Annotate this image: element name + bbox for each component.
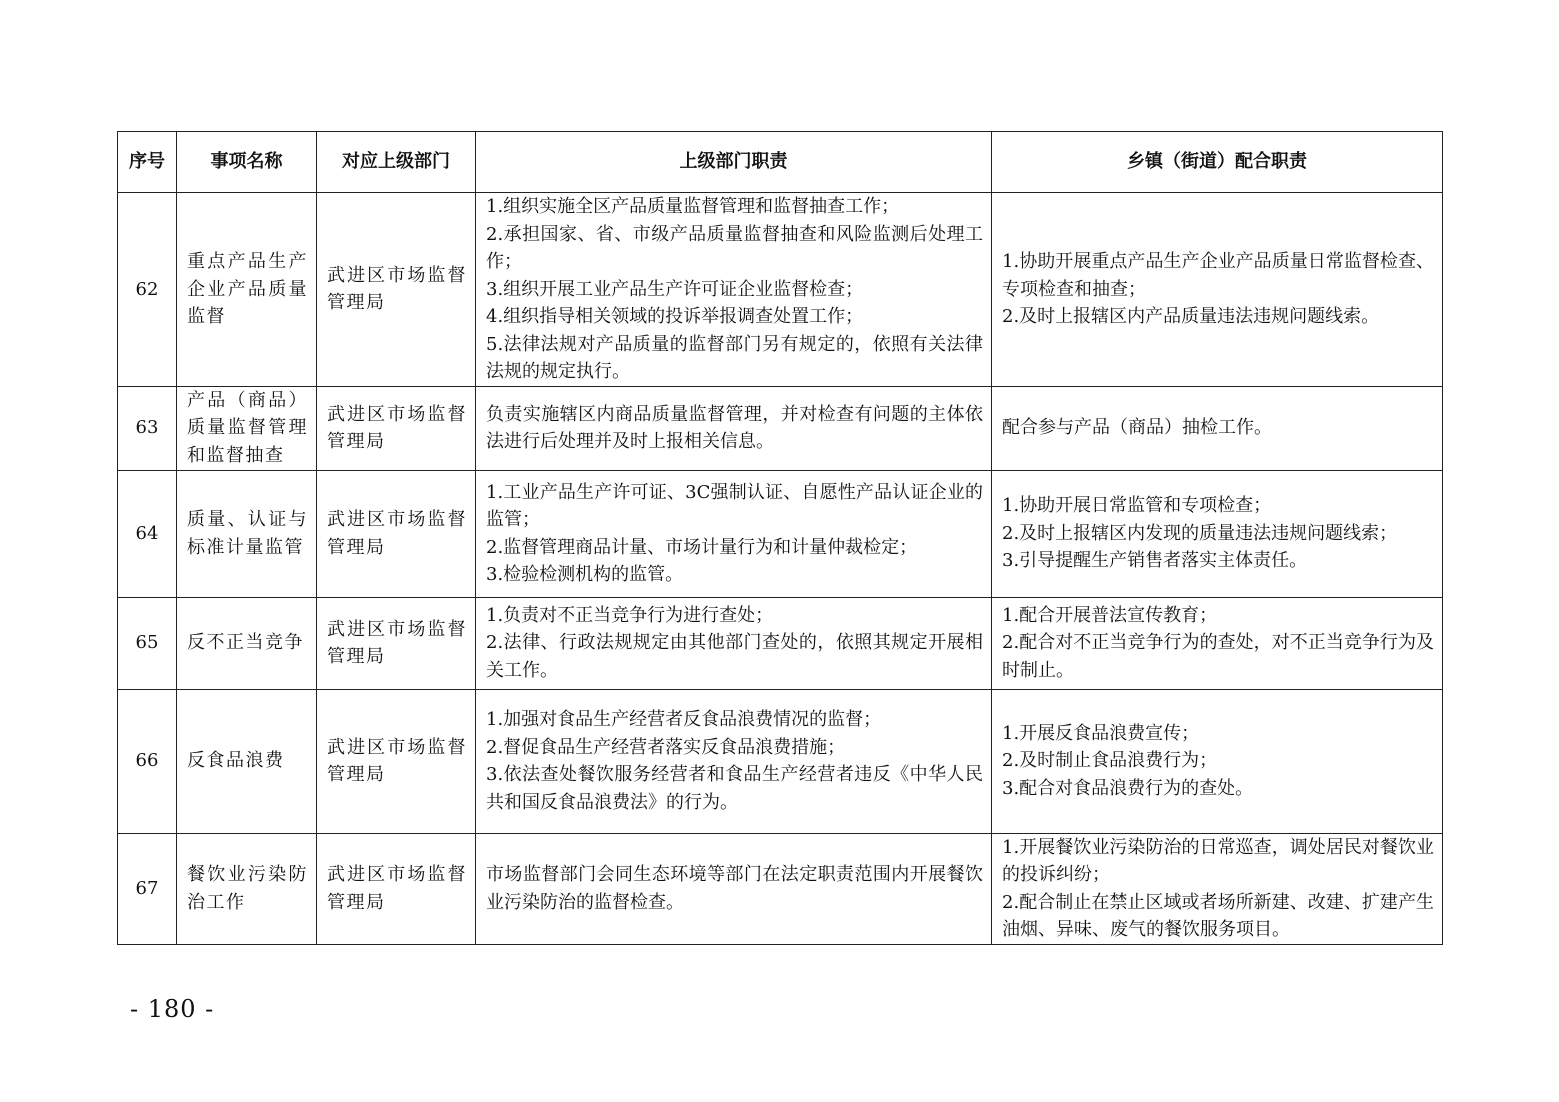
duty-line: 3.配合对食品浪费行为的查处。 <box>1002 777 1254 799</box>
duty-line: 2.法律、行政法规规定由其他部门查处的，依照其规定开展相关工作。 <box>486 632 983 681</box>
cell-department: 武进区市场监督管理局 <box>317 833 476 944</box>
cell-superior-duties <box>476 833 992 944</box>
table-row <box>118 386 1443 470</box>
duty-line: 1.组织实施全区产品质量监督管理和监督抽查工作； <box>486 196 900 217</box>
cell-item-name: 反不正当竞争 <box>177 597 317 689</box>
duty-line: 3.引导提醒生产销售者落实主体责任。 <box>1002 550 1308 572</box>
cell-township-duties <box>992 386 1443 470</box>
duty-line: 1.开展餐饮业污染防治的日常巡查，调处居民对餐饮业的投诉纠纷； <box>1002 836 1434 885</box>
header-township-duties: 乡镇（街道）配合职责 <box>992 132 1443 193</box>
duty-line: 3.检验检测机构的监管。 <box>486 564 684 585</box>
duty-line: 1.协助开展日常监管和专项检查； <box>1002 495 1272 517</box>
duty-line: 2.配合对不正当竞争行为的查处，对不正当竞争行为及时制止。 <box>1002 632 1434 681</box>
cell-township-duties <box>992 833 1443 944</box>
cell-township-duties <box>992 597 1443 689</box>
cell-superior-duties <box>476 193 992 387</box>
table-row <box>118 597 1443 689</box>
header-superior-department: 对应上级部门 <box>317 132 476 193</box>
cell-item-name: 反食品浪费 <box>177 689 317 833</box>
duty-line: 2.监督管理商品计量、市场计量行为和计量仲裁检定； <box>486 536 918 558</box>
duty-line: 1.开展反食品浪费宣传； <box>1002 722 1200 744</box>
duty-line: 2.及时制止食品浪费行为； <box>1002 750 1218 772</box>
cell-serial-number: 67 <box>118 833 177 944</box>
cell-item-name: 质量、认证与标准计量监管 <box>177 470 317 597</box>
duty-line: 3.组织开展工业产品生产许可证企业监督检查； <box>486 278 864 300</box>
cell-item-name: 产品（商品）质量监督管理和监督抽查 <box>177 386 317 470</box>
cell-township-duties <box>992 470 1443 597</box>
duty-line: 4.组织指导相关领域的投诉举报调查处置工作； <box>486 306 864 327</box>
duty-line: 1.配合开展普法宣传教育； <box>1002 604 1218 626</box>
cell-superior-duties <box>476 597 992 689</box>
duty-line: 市场监督部门会同生态环境等部门在法定职责范围内开展餐饮业污染防治的监督检查。 <box>486 864 983 913</box>
cell-serial-number: 65 <box>118 597 177 689</box>
cell-item-name: 餐饮业污染防治工作 <box>177 833 317 944</box>
table-row <box>118 833 1443 944</box>
duty-line: 配合参与产品（商品）抽检工作。 <box>1002 417 1272 439</box>
cell-superior-duties <box>476 689 992 833</box>
table-row <box>118 193 1443 387</box>
cell-department: 武进区市场监督管理局 <box>317 386 476 470</box>
duty-line: 1.加强对食品生产经营者反食品浪费情况的监督； <box>486 709 882 730</box>
cell-serial-number: 62 <box>118 193 177 387</box>
cell-serial-number: 66 <box>118 689 177 833</box>
duty-line: 3.依法查处餐饮服务经营者和食品生产经营者违反《中华人民共和国反食品浪费法》的行为。 <box>486 764 983 813</box>
duty-line: 2.配合制止在禁止区域或者场所新建、改建、扩建产生油烟、异味、废气的餐饮服务项目。 <box>1002 891 1434 940</box>
table-header-row <box>118 132 1443 193</box>
duties-table <box>117 131 1443 945</box>
duty-line: 2.及时上报辖区内产品质量违法违规问题线索。 <box>1002 306 1380 327</box>
cell-superior-duties <box>476 386 992 470</box>
duty-line: 5.法律法规对产品质量的监督部门另有规定的，依照有关法律法规的规定执行。 <box>486 333 983 382</box>
page-number: - 180 - <box>130 995 215 1023</box>
table-row <box>118 689 1443 833</box>
cell-department: 武进区市场监督管理局 <box>317 689 476 833</box>
cell-serial-number: 63 <box>118 386 177 470</box>
duty-line: 1.负责对不正当竞争行为进行查处； <box>486 604 774 626</box>
cell-serial-number: 64 <box>118 470 177 597</box>
duty-line: 2.督促食品生产经营者落实反食品浪费措施； <box>486 736 846 758</box>
duty-line: 1.协助开展重点产品生产企业产品质量日常监督检查、专项检查和抽查； <box>1002 251 1434 300</box>
cell-superior-duties <box>476 470 992 597</box>
cell-township-duties <box>992 193 1443 387</box>
duty-line: 2.及时上报辖区内发现的质量违法违规问题线索； <box>1002 522 1398 544</box>
cell-item-name: 重点产品生产企业产品质量监督 <box>177 193 317 387</box>
cell-township-duties <box>992 689 1443 833</box>
cell-department: 武进区市场监督管理局 <box>317 597 476 689</box>
cell-department: 武进区市场监督管理局 <box>317 193 476 387</box>
header-item-name: 事项名称 <box>177 132 317 193</box>
cell-department: 武进区市场监督管理局 <box>317 470 476 597</box>
duty-line: 负责实施辖区内商品质量监督管理，并对检查有问题的主体依法进行后处理并及时上报相关信息。 <box>486 403 983 452</box>
duty-line: 1.工业产品生产许可证、3C强制认证、自愿性产品认证企业的监管； <box>486 481 983 530</box>
duty-line: 2.承担国家、省、市级产品质量监督抽查和风险监测后处理工作； <box>486 223 983 272</box>
header-serial-number: 序号 <box>118 132 177 193</box>
table-row <box>118 470 1443 597</box>
header-superior-duties: 上级部门职责 <box>476 132 992 193</box>
